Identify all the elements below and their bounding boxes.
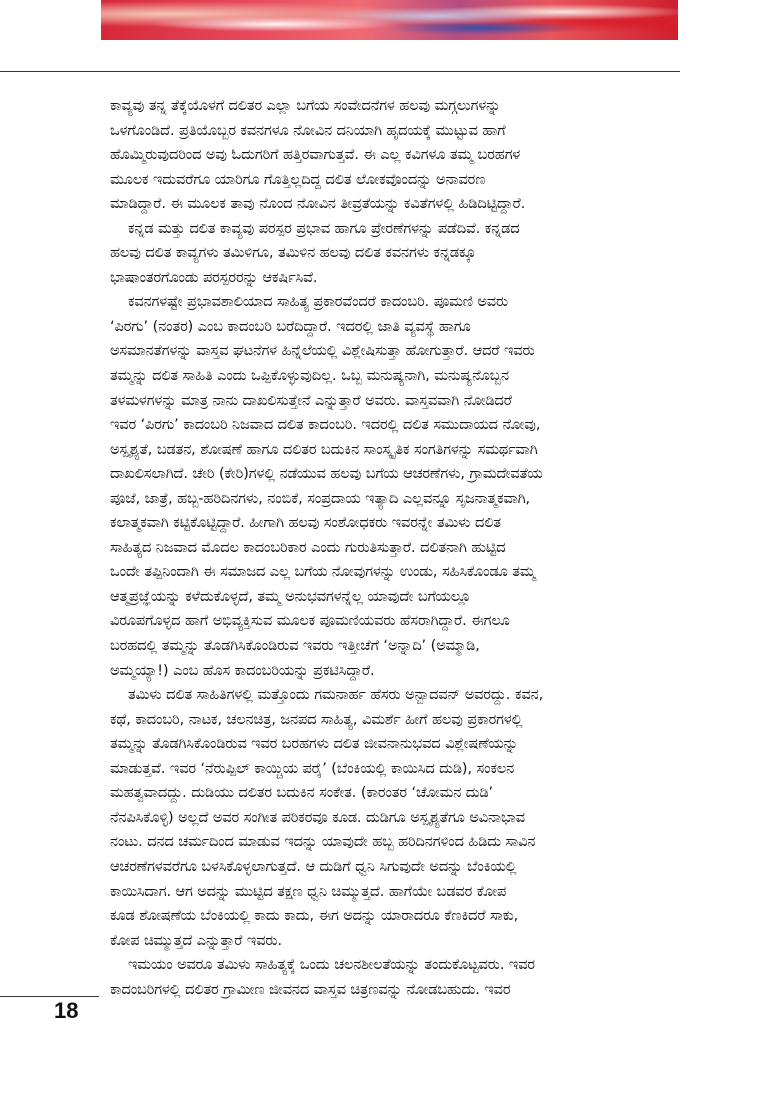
text-line: ಬರಹದಲ್ಲಿ ತಮ್ಮನ್ನು ತೊಡಗಿಸಿಕೊಂಡಿರುವ ಇವರು ಇತ್ತೀಚೆಗೆ ‘ಅನ್ನಾದಿ’ (ಅಮ್ಮಾಡಿ, xyxy=(110,638,480,655)
text-line: ಆಚರಣೆಗಳವರೆಗೂ ಬಳಸಿಕೊಳ್ಳಲಾಗುತ್ತದೆ. ಆ ದುಡಿಗೆ ಧ್ವನಿ ಸಿಗುವುದೇ ಅದನ್ನು ಬೆಂಕಿಯಲ್ಲಿ xyxy=(110,858,517,875)
text-line: ತಮ್ಮನ್ನು ತೊಡಗಿಸಿಕೊಂಡಿರುವ ಇವರ ಬರಹಗಳು ದಲಿತ ಜೀವನಾನುಭವದ ವಿಶ್ಲೇಷಣೆಯನ್ನು xyxy=(110,736,518,753)
text-line: ಕಲಾತ್ಮಕವಾಗಿ ಕಟ್ಟಿಕೊಟ್ಟಿದ್ದಾರೆ. ಹೀಗಾಗಿ ಹಲವು ಸಂಶೋಧಕರು ಇವರನ್ನೇ ತಮಿಳು ದಲಿತ xyxy=(110,515,501,532)
text-line: ಸಾಹಿತ್ಯದ ನಿಜವಾದ ಮೊದಲ ಕಾದಂಬರಿಕಾರ ಎಂದು ಗುರುತಿಸುತ್ತಾರೆ. ದಲಿತನಾಗಿ ಹುಟ್ಟಿದ xyxy=(110,539,506,556)
text-line: ನೆನಪಿಸಿಕೊಳ್ಳಿ) ಅಲ್ಲದೆ ಅವರ ಸಂಗೀತ ಪರಿಕರವೂ ಕೂಡ. ದುಡಿಗೂ ಅಸ್ಪೃಶ್ಯತೆಗೂ ಅವಿನಾಭಾವ xyxy=(110,809,525,826)
text-line: ಕೂಡ ಶೋಷಣೆಯ ಬೆಂಕಿಯಲ್ಲಿ ಕಾದು ಕಾದು, ಈಗ ಅದನ್ನು ಯಾರಾದರೂ ಕೆಣಕಿದರೆ ಸಾಕು, xyxy=(110,908,519,925)
paragraph xyxy=(110,683,658,953)
text-line: ಮಹತ್ವವಾದದ್ದು. ದುಡಿಯು ದಲಿತರ ಬದುಕಿನ ಸಂಕೇತ. (ಕಾರಂತರ ‘ಚೋಮನ ದುಡಿ’ xyxy=(110,785,494,802)
text-line: ಒಂದೇ ತಪ್ಪಿನಿಂದಾಗಿ ಈ ಸಮಾಜದ ಎಲ್ಲ ಬಗೆಯ ನೋವುಗಳನ್ನು ಉಂಡು, ಸಹಿಸಿಕೊಂಡೂ ತಮ್ಮ xyxy=(110,564,536,581)
text-line: ವಿರೂಪಗೊಳ್ಳದ ಹಾಗೆ ಅಭಿವ್ಯಕ್ತಿಸುವ ಮೂಲಕ ಪೂಮಣಿಯವರು ಹೆಸರಾಗಿದ್ದಾರೆ. ಈಗಲೂ xyxy=(110,613,510,630)
text-line: ತಳಮಳಗಳನ್ನು ಮಾತ್ರ ನಾನು ದಾಖಲಿಸುತ್ತೇನೆ ಎನ್ನುತ್ತಾರೆ ಅವರು. ವಾಸ್ತವವಾಗಿ ನೋಡಿದರೆ xyxy=(110,392,512,409)
paragraph xyxy=(110,290,658,683)
paragraph xyxy=(110,94,658,217)
text-line: ಇಮಯಂ ಅವರೂ ತಮಿಳು ಸಾಹಿತ್ಯಕ್ಕೆ ಒಂದು ಚಲನಶೀಲತೆಯನ್ನು ತಂದುಕೊಟ್ಟವರು. ಇವರ xyxy=(128,957,535,974)
header-banner-image xyxy=(101,0,678,40)
text-line: ಕಾವ್ಯವು ತನ್ನ ತೆಕ್ಕೆಯೊಳಗೆ ದಲಿತರ ಎಲ್ಲಾ ಬಗೆಯ ಸಂವೇದನೆಗಳ ಹಲವು ಮಗ್ಗಲುಗಳನ್ನು xyxy=(110,98,501,114)
text-line: ‘ಪಿರಗು’ (ನಂತರ) ಎಂಬ ಕಾದಂಬರಿ ಬರೆದಿದ್ದಾರೆ. ಇದರಲ್ಲಿ ಜಾತಿ ವ್ಯವಸ್ಥೆ ಹಾಗೂ xyxy=(110,318,471,335)
text-line: ತಮಿಳು ದಲಿತ ಸಾಹಿತಿಗಳಲ್ಲಿ ಮತ್ತೊಂದು ಗಮನಾರ್ಹ ಹೆಸರು ಅನ್ಬಾದವನ್ ಅವರದ್ದು. ಕವನ, xyxy=(128,687,544,704)
text-line: ಹೊಮ್ಮಿರುವುದರಿಂದ ಅವು ಓದುಗರಿಗೆ ಹತ್ತಿರವಾಗುತ್ತವೆ. ಈ ಎಲ್ಲ ಕವಿಗಳೂ ತಮ್ಮ ಬರಹಗಳ xyxy=(110,147,521,164)
page-number: 18 xyxy=(54,998,79,1023)
article-body xyxy=(110,94,658,1002)
text-line: ಕಾಯಿಸಿದಾಗ. ಆಗ ಅದನ್ನು ಮುಟ್ಟಿದ ತಕ್ಷಣ ಧ್ವನಿ ಚಿಮ್ಮುತ್ತದೆ. ಹಾಗೆಯೇ ಬಡವರ ಕೋಪ xyxy=(110,883,507,900)
text-line: ಮಾಡಿದ್ದಾರೆ. ಈ ಮೂಲಕ ತಾವು ನೊಂದ ನೋವಿನ ತೀವ್ರತೆಯನ್ನು ಕವಿತೆಗಳಲ್ಲಿ ಹಿಡಿದಿಟ್ಟಿದ್ದಾರೆ. xyxy=(110,196,526,213)
text-line: ಕವನಗಳಷ್ಟೇ ಪ್ರಭಾವಶಾಲಿಯಾದ ಸಾಹಿತ್ಯ ಪ್ರಕಾರವೆಂದರೆ ಕಾದಂಬರಿ. ಪೂಮಣಿ ಅವರು xyxy=(128,294,509,311)
text-line: ಅಮ್ಮಯ್ಯಾ!) ಎಂಬ ಹೊಸ ಕಾದಂಬರಿಯನ್ನು ಪ್ರಕಟಿಸಿದ್ದಾರೆ. xyxy=(110,662,375,679)
text-line: ಕಥೆ, ಕಾದಂಬರಿ, ನಾಟಕ, ಚಲನಚಿತ್ರ, ಜನಪದ ಸಾಹಿತ್ಯ, ವಿಮರ್ಶೆ ಹೀಗೆ ಹಲವು ಪ್ರಕಾರಗಳಲ್ಲಿ xyxy=(110,711,523,728)
text-line: ಅಸಮಾನತೆಗಳನ್ನು ವಾಸ್ತವ ಘಟನೆಗಳ ಹಿನ್ನೆಲೆಯಲ್ಲಿ ವಿಶ್ಲೇಷಿಸುತ್ತಾ ಹೋಗುತ್ತಾರೆ. ಆದರೆ ಇವರು xyxy=(110,343,535,360)
text-line: ಕೋಪ ಚಿಮ್ಮುತ್ತದೆ ಎನ್ನುತ್ತಾರೆ ಇವರು. xyxy=(110,932,283,949)
paragraph xyxy=(110,953,658,1002)
text-line: ಭಾಷಾಂತರಗೊಂಡು ಪರಸ್ಪರರನ್ನು ಆಕರ್ಷಿಸಿವೆ. xyxy=(110,269,318,286)
text-line: ದಾಖಲಿಸಲಾಗಿದೆ. ಚೇರಿ (ಕೇರಿ)ಗಳಲ್ಲಿ ನಡೆಯುವ ಹಲವು ಬಗೆಯ ಆಚರಣೆಗಳು, ಗ್ರಾಮದೇವತೆಯ xyxy=(110,466,543,483)
text-line: ಅಸ್ಪೃಶ್ಯತೆ, ಬಡತನ, ಶೋಷಣೆ ಹಾಗೂ ದಲಿತರ ಬದುಕಿನ ಸಾಂಸ್ಕೃತಿಕ ಸಂಗತಿಗಳನ್ನು ಸಮರ್ಥವಾಗಿ xyxy=(110,441,538,458)
text-line: ಹಲವು ದಲಿತ ಕಾವ್ಯಗಳು ತಮಿಳಿಗೂ, ತಮಿಳಿನ ಹಲವು ದಲಿತ ಕವನಗಳು ಕನ್ನಡಕ್ಕೂ xyxy=(110,245,476,262)
text-line: ಇವರ ‘ಪಿರಗು’ ಕಾದಂಬರಿ ನಿಜವಾದ ದಲಿತ ಕಾದಂಬರಿ. ಇದರಲ್ಲಿ ದಲಿತ ಸಮುದಾಯದ ನೋವು, xyxy=(110,417,541,434)
text-line: ಮಾಡುತ್ತವೆ. ಇವರ ‘ನೆರುಪ್ಪಿಲ್ ಕಾಯ್ಚಿಯ ಪರೈ’ (ಬೆಂಕಿಯಲ್ಲಿ ಕಾಯಿಸಿದ ದುಡಿ), ಸಂಕಲನ xyxy=(110,760,515,777)
text-line: ಆತ್ಮಪ್ರಜ್ಞೆಯನ್ನು ಕಳೆದುಕೊಳ್ಳದೆ, ತಮ್ಮ ಅನುಭವಗಳನ್ನೆಲ್ಲ ಯಾವುದೇ ಬಗೆಯಲ್ಲೂ xyxy=(110,588,471,605)
top-rule xyxy=(0,71,680,72)
text-line: ತಮ್ಮನ್ನು ದಲಿತ ಸಾಹಿತಿ ಎಂದು ಒಪ್ಪಿಕೊಳ್ಳುವುದಿಲ್ಲ. ಒಬ್ಬ ಮನುಷ್ಯನಾಗಿ, ಮನುಷ್ಯನೊಬ್ಬನ xyxy=(110,368,509,385)
text-line: ಒಳಗೊಂಡಿದೆ. ಪ್ರತಿಯೊಬ್ಬರ ಕವನಗಳೂ ನೋವಿನ ದನಿಯಾಗಿ ಹೃದಯಕ್ಕೆ ಮುಟ್ಟುವ ಹಾಗೆ xyxy=(110,122,506,139)
text-line: ಪೂಜೆ, ಜಾತ್ರೆ, ಹಬ್ಬ-ಹರಿದಿನಗಳು, ನಂಬಿಕೆ, ಸಂಪ್ರದಾಯ ಇತ್ಯಾದಿ ಎಲ್ಲವನ್ನೂ ಸೃಜನಾತ್ಮಕವಾಗಿ, xyxy=(110,490,531,507)
paragraph xyxy=(110,217,658,291)
text-line: ಕನ್ನಡ ಮತ್ತು ದಲಿತ ಕಾವ್ಯವು ಪರಸ್ಪರ ಪ್ರಭಾವ ಹಾಗೂ ಪ್ರೇರಣೆಗಳನ್ನು ಪಡೆದಿವೆ. ಕನ್ನಡದ xyxy=(128,220,520,237)
footer-rule xyxy=(0,996,99,997)
text-line: ಮೂಲಕ ಇದುವರೆಗೂ ಯಾರಿಗೂ ಗೊತ್ತಿಲ್ಲದಿದ್ದ ದಲಿತ ಲೋಕವೊಂದನ್ನು ಅನಾವರಣ xyxy=(110,171,486,188)
text-line: ನಂಟು. ದನದ ಚರ್ಮದಿಂದ ಮಾಡುವ ಇದನ್ನು ಯಾವುದೇ ಹಬ್ಬ ಹರಿದಿನಗಳಿಂದ ಹಿಡಿದು ಸಾವಿನ xyxy=(110,834,536,851)
text-line: ಕಾದಂಬರಿಗಳಲ್ಲಿ ದಲಿತರ ಗ್ರಾಮೀಣ ಜೀವನದ ವಾಸ್ತವ ಚಿತ್ರಣವನ್ನು ನೋಡಬಹುದು. ಇವರ xyxy=(110,981,511,998)
